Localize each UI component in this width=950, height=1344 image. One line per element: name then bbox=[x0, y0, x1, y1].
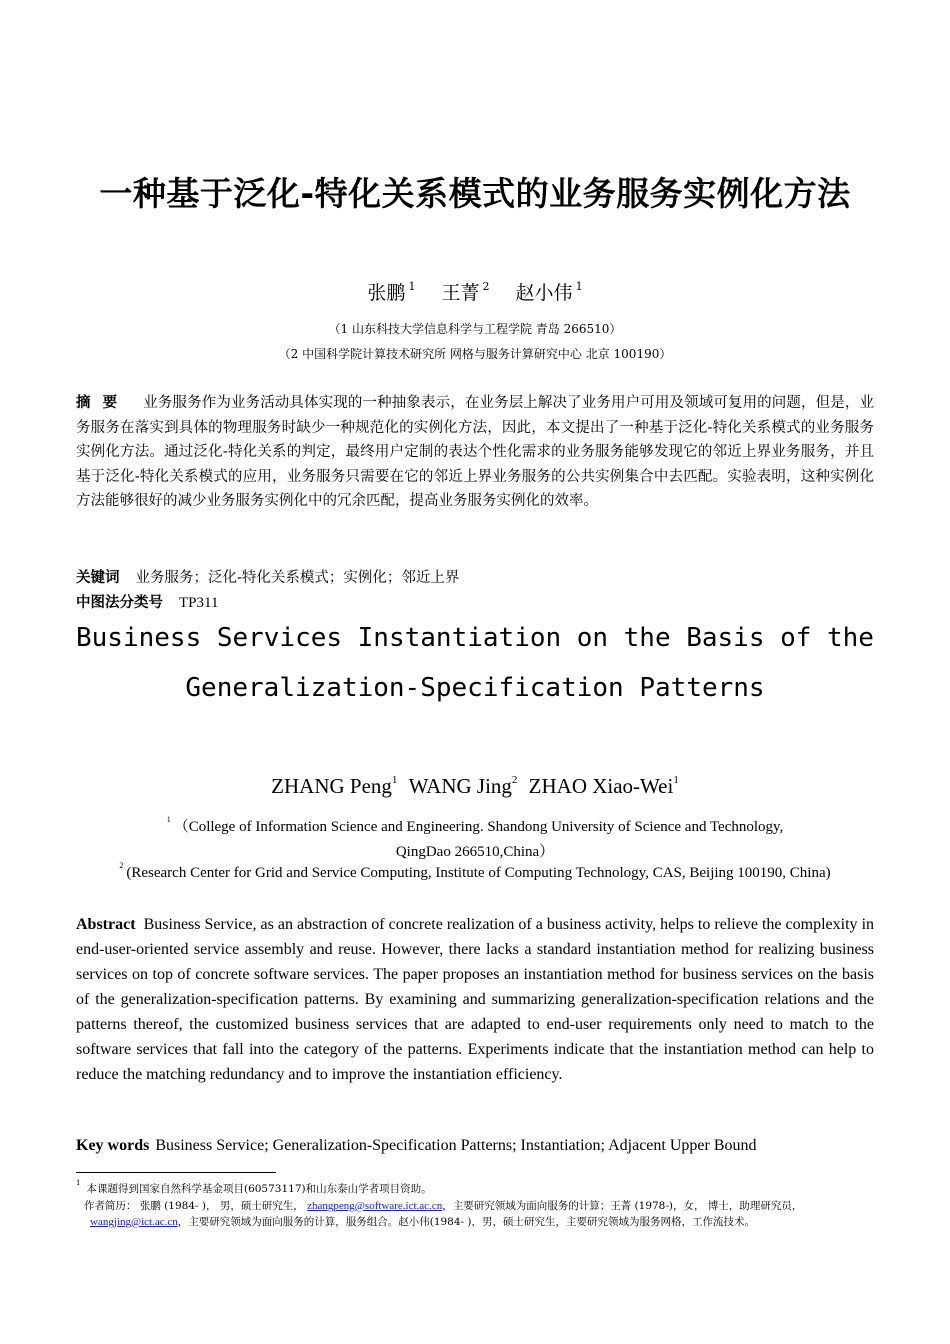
english-authors bbox=[0, 774, 950, 799]
chinese-abstract-label: 摘要 bbox=[76, 395, 130, 411]
footnote-bio bbox=[84, 1198, 884, 1213]
title-word: Business bbox=[76, 623, 202, 653]
title-word: on bbox=[576, 623, 609, 653]
footnote-sup: 1 bbox=[76, 1178, 81, 1187]
author-cn-2 bbox=[441, 279, 490, 304]
english-abstract-text: Business Service, as an abstraction of concrete realization of a business activity, helps to relieve the complexity in end-user-oriented service assembly and reuse. However, there lacks a standard instantiation method for realizing business services on top of concrete software services. The paper proposes an instantiation method for business services on the basis of the generalization-specification patterns. By examining and summarizing generalization-specification relations and the patterns thereof, the customized business services that are adapted to end-user requirements only need to match to the software services that fall into the category of the patterns. Experiments indicate that the instantiation method can help to reduce the matching redundancy and to improve the instantiation efficiency. bbox=[76, 916, 875, 1083]
title-word: Instantiation bbox=[357, 623, 562, 653]
author-en-1 bbox=[271, 774, 397, 798]
footnote-divider bbox=[76, 1172, 276, 1173]
english-title-line-2: Generalization-Specification Patterns bbox=[185, 673, 765, 703]
footnote-bio-text-a: 作者简历： 张鹏 (1984- )， 男，硕士研究生， bbox=[84, 1200, 308, 1212]
author-sup: 1 bbox=[408, 279, 416, 293]
chinese-keywords-label: 关键词 bbox=[76, 570, 120, 586]
author-name: WANG Jing bbox=[408, 774, 512, 798]
author-name: 王菁 bbox=[441, 282, 480, 304]
author-sup: 2 bbox=[482, 279, 490, 293]
author-name: 张鹏 bbox=[367, 282, 406, 304]
chinese-authors bbox=[0, 278, 950, 305]
footnote-bio-text-b: ，主要研究领域为面向服务的计算；王菁 (1978-)，女， 博士，助理研究员， bbox=[442, 1200, 803, 1212]
author-sup: 1 bbox=[673, 774, 679, 786]
footnote-bio-text-c: ，主要研究领域为面向服务的计算，服务组合。赵小伟(1984- )，男，硕士研究生，主要研究领域为服务网格，工作流技术。 bbox=[177, 1216, 756, 1228]
chinese-keywords bbox=[76, 566, 459, 587]
footnote-funding-text: 本课题得到国家自然科学基金项目(60573117)和山东泰山学者项目资助。 bbox=[86, 1183, 432, 1195]
affiliation-text: (Research Center for Grid and Service Computing, Institute of Computing Technology, CAS, Beijing 100190, China) bbox=[126, 865, 831, 881]
footnote-bio-cont bbox=[90, 1214, 890, 1229]
classification-label: 中图法分类号 bbox=[76, 595, 163, 611]
title-word: Basis bbox=[686, 623, 765, 653]
english-affiliation-1-cont: QingDao 266510,China） bbox=[395, 844, 555, 860]
english-title-line-1 bbox=[76, 623, 874, 653]
author-name: ZHANG Peng bbox=[271, 774, 392, 798]
email-link-wangjing[interactable]: wangjing@ict.ac.cn bbox=[90, 1216, 178, 1228]
author-sup: 2 bbox=[511, 774, 518, 786]
author-name: ZHAO Xiao-Wei bbox=[528, 774, 674, 798]
english-affiliation-1 bbox=[0, 815, 950, 836]
chinese-title: 一种基于泛化-特化关系模式的业务服务实例化方法 bbox=[99, 174, 851, 213]
chinese-keywords-text: 业务服务；泛化-特化关系模式；实例化；邻近上界 bbox=[135, 570, 460, 586]
english-affiliation-2 bbox=[0, 861, 950, 882]
author-en-2 bbox=[409, 774, 518, 798]
title-word: Services bbox=[216, 623, 343, 653]
affiliation-sup: 2 bbox=[119, 861, 124, 870]
english-keywords-text: Business Service; Generalization-Specification Patterns; Instantiation; Adjacent Upper Bound bbox=[155, 1137, 757, 1154]
affiliation-text: （College of Information Science and Engineering. Shandong University of Science and Technology, bbox=[173, 819, 784, 835]
chinese-abstract bbox=[76, 391, 874, 514]
title-word: the bbox=[827, 623, 874, 653]
author-en-3 bbox=[529, 774, 679, 798]
author-cn-3 bbox=[515, 279, 583, 304]
author-name: 赵小伟 bbox=[515, 282, 573, 304]
email-link-zhangpeng[interactable]: zhangpeng@software.ict.ac.cn bbox=[307, 1200, 443, 1212]
english-keywords-label: Key words bbox=[76, 1137, 150, 1154]
author-sup: 1 bbox=[575, 279, 583, 293]
author-cn-1 bbox=[367, 279, 416, 304]
classification-value: TP311 bbox=[179, 595, 219, 611]
chinese-affiliation-1: （1 山东科技大学信息科学与工程学院 青岛 266510） bbox=[328, 322, 622, 336]
title-word: of bbox=[780, 623, 812, 653]
english-abstract bbox=[76, 912, 874, 1087]
chinese-affiliation-2: （2 中国科学院计算技术研究所 网格与服务计算研究中心 北京 100190） bbox=[278, 347, 672, 361]
classification-number bbox=[76, 591, 218, 612]
chinese-abstract-text: 业务服务作为业务活动具体实现的一种抽象表示，在业务层上解决了业务用户可用及领域可复用的问题，但是，业务服务在落实到具体的物理服务时缺少一种规范化的实例化方法，因此，本文提出了一种基于泛化-特化关系模式的业务服务实例化方法。通过泛化-特化关系的判定，最终用户定制的表达个性化需求的业务服务能够发现它的邻近上界业务服务，并且基于泛化-特化关系模式的应用，业务服务只需要在它的邻近上界业务服务的公共实例集合中去匹配。实验表明，这种实例化方法能够很好的减少业务服务实例化中的冗余匹配，提高业务服务实例化的效率。 bbox=[76, 395, 875, 509]
english-abstract-label: Abstract bbox=[76, 916, 136, 933]
footnote-funding bbox=[76, 1178, 876, 1196]
title-word: the bbox=[623, 623, 671, 653]
english-keywords bbox=[76, 1137, 757, 1155]
affiliation-sup: 1 bbox=[166, 815, 171, 824]
author-sup: 1 bbox=[391, 774, 398, 786]
